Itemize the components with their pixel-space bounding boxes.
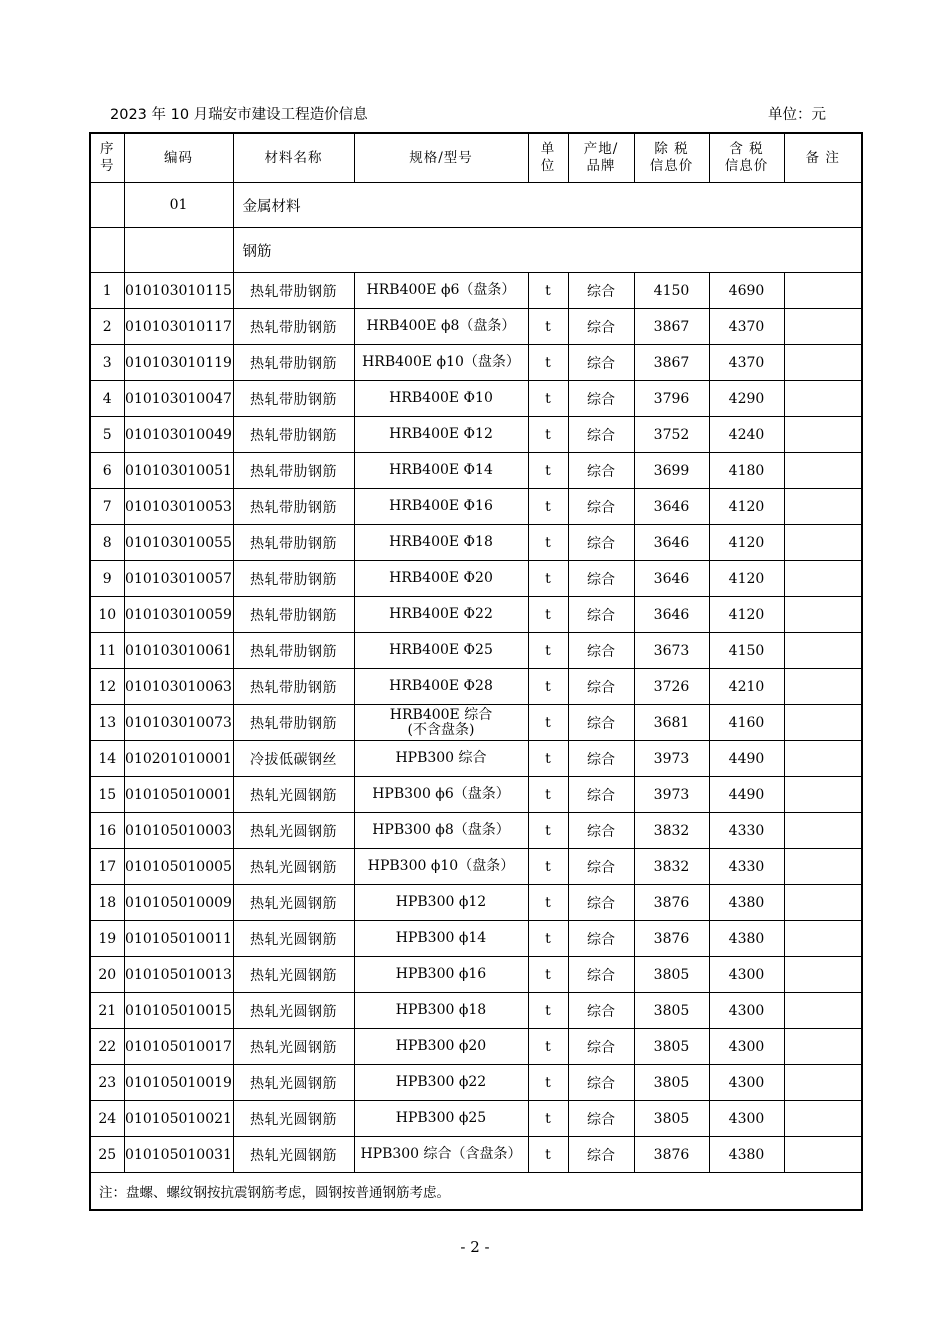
remark-cell xyxy=(784,957,862,993)
remark-cell xyxy=(784,813,862,849)
material-name: 热轧带肋钢筋 xyxy=(233,381,354,417)
table-row xyxy=(90,489,862,525)
material-code: 010105010009 xyxy=(124,885,233,921)
unit-cell: t xyxy=(528,885,568,921)
row-number: 9 xyxy=(90,561,124,597)
origin-cell: 综合 xyxy=(568,1065,634,1101)
unit-cell: t xyxy=(528,633,568,669)
row-number: 14 xyxy=(90,741,124,777)
row-number: 7 xyxy=(90,489,124,525)
row-number: 12 xyxy=(90,669,124,705)
origin-cell: 综合 xyxy=(568,777,634,813)
price-incl-tax: 4300 xyxy=(709,993,784,1029)
row-number: 3 xyxy=(90,345,124,381)
material-code: 010103010051 xyxy=(124,453,233,489)
price-incl-tax: 4240 xyxy=(709,417,784,453)
material-code: 010103010049 xyxy=(124,417,233,453)
material-name: 热轧带肋钢筋 xyxy=(233,525,354,561)
price-excl-tax: 3646 xyxy=(634,561,709,597)
origin-cell: 综合 xyxy=(568,849,634,885)
remark-cell xyxy=(784,705,862,741)
group-row xyxy=(90,183,862,228)
row-number: 5 xyxy=(90,417,124,453)
remark-cell xyxy=(784,849,862,885)
table-row xyxy=(90,561,862,597)
material-spec: HRB400E Φ10 xyxy=(354,381,528,417)
material-code: 010103010055 xyxy=(124,525,233,561)
material-name: 热轧带肋钢筋 xyxy=(233,273,354,309)
material-spec: HPB300 ϕ14 xyxy=(354,921,528,957)
column-header: 备 注 xyxy=(784,133,862,183)
material-spec: HPB300 ϕ10（盘条） xyxy=(354,849,528,885)
price-incl-tax: 4120 xyxy=(709,597,784,633)
group-name: 钢筋 xyxy=(233,228,862,273)
table-row xyxy=(90,921,862,957)
origin-cell: 综合 xyxy=(568,597,634,633)
price-excl-tax: 3973 xyxy=(634,741,709,777)
table-row xyxy=(90,813,862,849)
unit-cell: t xyxy=(528,777,568,813)
row-number: 24 xyxy=(90,1101,124,1137)
unit-cell: t xyxy=(528,921,568,957)
price-incl-tax: 4120 xyxy=(709,489,784,525)
price-excl-tax: 3805 xyxy=(634,1065,709,1101)
price-excl-tax: 3752 xyxy=(634,417,709,453)
material-spec: HPB300 ϕ8（盘条） xyxy=(354,813,528,849)
row-number: 8 xyxy=(90,525,124,561)
price-incl-tax: 4300 xyxy=(709,957,784,993)
material-name: 热轧光圆钢筋 xyxy=(233,1101,354,1137)
price-excl-tax: 3646 xyxy=(634,597,709,633)
unit-cell: t xyxy=(528,705,568,741)
unit-cell: t xyxy=(528,417,568,453)
table-row xyxy=(90,1029,862,1065)
table-row xyxy=(90,525,862,561)
material-spec: HPB300 综合 xyxy=(354,741,528,777)
remark-cell xyxy=(784,777,862,813)
row-number: 17 xyxy=(90,849,124,885)
origin-cell: 综合 xyxy=(568,669,634,705)
row-number: 6 xyxy=(90,453,124,489)
column-header: 除 税 信息价 xyxy=(634,133,709,183)
material-code: 010103010119 xyxy=(124,345,233,381)
group-code: 01 xyxy=(124,183,233,228)
unit-cell: t xyxy=(528,1137,568,1173)
material-code: 010103010061 xyxy=(124,633,233,669)
material-code: 010105010021 xyxy=(124,1101,233,1137)
price-excl-tax: 4150 xyxy=(634,273,709,309)
price-incl-tax: 4160 xyxy=(709,705,784,741)
material-code: 010103010059 xyxy=(124,597,233,633)
material-name: 热轧带肋钢筋 xyxy=(233,453,354,489)
material-code: 010105010013 xyxy=(124,957,233,993)
price-incl-tax: 4380 xyxy=(709,921,784,957)
unit-cell: t xyxy=(528,993,568,1029)
price-incl-tax: 4490 xyxy=(709,777,784,813)
unit-cell: t xyxy=(528,1101,568,1137)
price-incl-tax: 4300 xyxy=(709,1029,784,1065)
remark-cell xyxy=(784,633,862,669)
remark-cell xyxy=(784,417,862,453)
table-row xyxy=(90,885,862,921)
material-name: 冷拔低碳钢丝 xyxy=(233,741,354,777)
remark-cell xyxy=(784,345,862,381)
material-code: 010103010057 xyxy=(124,561,233,597)
material-code: 010103010115 xyxy=(124,273,233,309)
table-row xyxy=(90,741,862,777)
page-header xyxy=(110,101,826,125)
material-name: 热轧带肋钢筋 xyxy=(233,417,354,453)
unit-cell: t xyxy=(528,1029,568,1065)
unit-cell: t xyxy=(528,309,568,345)
price-incl-tax: 4370 xyxy=(709,309,784,345)
origin-cell: 综合 xyxy=(568,561,634,597)
material-spec: HPB300 ϕ20 xyxy=(354,1029,528,1065)
material-code: 010105010005 xyxy=(124,849,233,885)
unit-cell: t xyxy=(528,525,568,561)
table-row xyxy=(90,957,862,993)
row-number: 2 xyxy=(90,309,124,345)
column-header: 序 号 xyxy=(90,133,124,183)
price-incl-tax: 4330 xyxy=(709,849,784,885)
material-code: 010103010073 xyxy=(124,705,233,741)
material-code: 010105010015 xyxy=(124,993,233,1029)
remark-cell xyxy=(784,669,862,705)
material-name: 热轧光圆钢筋 xyxy=(233,849,354,885)
unit-label: 单位：元 xyxy=(768,106,826,123)
row-number: 23 xyxy=(90,1065,124,1101)
remark-cell xyxy=(784,885,862,921)
group-code xyxy=(124,228,233,273)
group-row xyxy=(90,228,862,273)
column-header: 产地/ 品牌 xyxy=(568,133,634,183)
material-name: 热轧光圆钢筋 xyxy=(233,1029,354,1065)
unit-cell: t xyxy=(528,345,568,381)
unit-cell: t xyxy=(528,489,568,525)
material-name: 热轧带肋钢筋 xyxy=(233,309,354,345)
material-spec: HRB400E Φ25 xyxy=(354,633,528,669)
row-number: 19 xyxy=(90,921,124,957)
material-spec: HPB300 ϕ12 xyxy=(354,885,528,921)
price-excl-tax: 3876 xyxy=(634,921,709,957)
material-code: 010105010003 xyxy=(124,813,233,849)
material-spec: HPB300 ϕ22 xyxy=(354,1065,528,1101)
table-row xyxy=(90,633,862,669)
price-excl-tax: 3876 xyxy=(634,885,709,921)
material-spec: HRB400E Φ22 xyxy=(354,597,528,633)
remark-cell xyxy=(784,921,862,957)
price-incl-tax: 4300 xyxy=(709,1065,784,1101)
material-code: 010105010019 xyxy=(124,1065,233,1101)
remark-cell xyxy=(784,489,862,525)
remark-cell xyxy=(784,381,862,417)
price-incl-tax: 4370 xyxy=(709,345,784,381)
material-spec: HRB400E Φ14 xyxy=(354,453,528,489)
table-row xyxy=(90,849,862,885)
origin-cell: 综合 xyxy=(568,417,634,453)
table-row xyxy=(90,597,862,633)
price-excl-tax: 3673 xyxy=(634,633,709,669)
material-code: 010201010001 xyxy=(124,741,233,777)
origin-cell: 综合 xyxy=(568,633,634,669)
price-excl-tax: 3876 xyxy=(634,1137,709,1173)
table-row xyxy=(90,1101,862,1137)
unit-cell: t xyxy=(528,849,568,885)
material-spec: HRB400E Φ20 xyxy=(354,561,528,597)
price-incl-tax: 4150 xyxy=(709,633,784,669)
remark-cell xyxy=(784,741,862,777)
price-excl-tax: 3805 xyxy=(634,957,709,993)
remark-cell xyxy=(784,1137,862,1173)
material-spec: HRB400E 综合 (不含盘条) xyxy=(354,705,528,741)
material-name: 热轧带肋钢筋 xyxy=(233,561,354,597)
price-incl-tax: 4300 xyxy=(709,1101,784,1137)
price-excl-tax: 3681 xyxy=(634,705,709,741)
material-code: 010103010117 xyxy=(124,309,233,345)
table-row xyxy=(90,777,862,813)
table-row xyxy=(90,453,862,489)
remark-cell xyxy=(784,1101,862,1137)
row-number: 11 xyxy=(90,633,124,669)
price-excl-tax: 3646 xyxy=(634,489,709,525)
column-header: 编码 xyxy=(124,133,233,183)
material-spec: HPB300 ϕ6（盘条） xyxy=(354,777,528,813)
material-name: 热轧带肋钢筋 xyxy=(233,345,354,381)
price-incl-tax: 4290 xyxy=(709,381,784,417)
unit-cell: t xyxy=(528,813,568,849)
price-excl-tax: 3726 xyxy=(634,669,709,705)
footnote: 注：盘螺、螺纹钢按抗震钢筋考虑，圆钢按普通钢筋考虑。 xyxy=(90,1173,862,1211)
material-name: 热轧光圆钢筋 xyxy=(233,1137,354,1173)
remark-cell xyxy=(784,273,862,309)
material-name: 热轧光圆钢筋 xyxy=(233,957,354,993)
material-code: 010103010047 xyxy=(124,381,233,417)
row-number: 22 xyxy=(90,1029,124,1065)
row-number: 21 xyxy=(90,993,124,1029)
price-incl-tax: 4380 xyxy=(709,885,784,921)
material-name: 热轧带肋钢筋 xyxy=(233,489,354,525)
row-number: 1 xyxy=(90,273,124,309)
material-name: 热轧带肋钢筋 xyxy=(233,669,354,705)
origin-cell: 综合 xyxy=(568,525,634,561)
price-excl-tax: 3805 xyxy=(634,1101,709,1137)
unit-cell: t xyxy=(528,957,568,993)
unit-cell: t xyxy=(528,273,568,309)
material-spec: HPB300 综合（含盘条） xyxy=(354,1137,528,1173)
origin-cell: 综合 xyxy=(568,273,634,309)
price-incl-tax: 4210 xyxy=(709,669,784,705)
table-row xyxy=(90,705,862,741)
price-excl-tax: 3805 xyxy=(634,1029,709,1065)
row-number: 15 xyxy=(90,777,124,813)
material-spec: HRB400E Φ18 xyxy=(354,525,528,561)
material-spec: HRB400E ϕ10（盘条） xyxy=(354,345,528,381)
price-incl-tax: 4330 xyxy=(709,813,784,849)
price-incl-tax: 4180 xyxy=(709,453,784,489)
table-row xyxy=(90,993,862,1029)
unit-cell: t xyxy=(528,561,568,597)
origin-cell: 综合 xyxy=(568,381,634,417)
material-code: 010105010001 xyxy=(124,777,233,813)
material-code: 010105010031 xyxy=(124,1137,233,1173)
material-name: 热轧光圆钢筋 xyxy=(233,993,354,1029)
table-row xyxy=(90,309,862,345)
price-excl-tax: 3867 xyxy=(634,309,709,345)
origin-cell: 综合 xyxy=(568,705,634,741)
remark-cell xyxy=(784,525,862,561)
table-row xyxy=(90,417,862,453)
material-name: 热轧光圆钢筋 xyxy=(233,777,354,813)
row-number: 20 xyxy=(90,957,124,993)
material-name: 热轧带肋钢筋 xyxy=(233,597,354,633)
remark-cell xyxy=(784,597,862,633)
price-incl-tax: 4490 xyxy=(709,741,784,777)
unit-cell: t xyxy=(528,453,568,489)
row-number: 25 xyxy=(90,1137,124,1173)
material-spec: HRB400E ϕ6（盘条） xyxy=(354,273,528,309)
material-code: 010103010053 xyxy=(124,489,233,525)
row-number: 10 xyxy=(90,597,124,633)
unit-cell: t xyxy=(528,381,568,417)
material-spec: HPB300 ϕ18 xyxy=(354,993,528,1029)
material-name: 热轧光圆钢筋 xyxy=(233,1065,354,1101)
price-table xyxy=(89,132,863,1211)
material-code: 010103010063 xyxy=(124,669,233,705)
origin-cell: 综合 xyxy=(568,921,634,957)
column-header: 含 税 信息价 xyxy=(709,133,784,183)
material-code: 010105010011 xyxy=(124,921,233,957)
table-row xyxy=(90,669,862,705)
group-name: 金属材料 xyxy=(233,183,862,228)
material-name: 热轧光圆钢筋 xyxy=(233,813,354,849)
origin-cell: 综合 xyxy=(568,1101,634,1137)
origin-cell: 综合 xyxy=(568,453,634,489)
unit-cell: t xyxy=(528,669,568,705)
table-row xyxy=(90,1065,862,1101)
unit-cell: t xyxy=(528,597,568,633)
row-number: 18 xyxy=(90,885,124,921)
page-number: - 2 - xyxy=(460,1238,490,1256)
origin-cell: 综合 xyxy=(568,957,634,993)
column-header: 单 位 xyxy=(528,133,568,183)
table-row xyxy=(90,381,862,417)
remark-cell xyxy=(784,1029,862,1065)
price-excl-tax: 3973 xyxy=(634,777,709,813)
origin-cell: 综合 xyxy=(568,885,634,921)
material-spec: HRB400E Φ12 xyxy=(354,417,528,453)
row-number: 4 xyxy=(90,381,124,417)
price-excl-tax: 3805 xyxy=(634,993,709,1029)
row-number: 13 xyxy=(90,705,124,741)
table-row xyxy=(90,345,862,381)
page-title: 2023 年 10 月瑞安市建设工程造价信息 xyxy=(110,106,368,123)
row-number: 16 xyxy=(90,813,124,849)
origin-cell: 综合 xyxy=(568,1137,634,1173)
price-incl-tax: 4120 xyxy=(709,561,784,597)
price-incl-tax: 4690 xyxy=(709,273,784,309)
origin-cell: 综合 xyxy=(568,489,634,525)
material-spec: HRB400E Φ28 xyxy=(354,669,528,705)
origin-cell: 综合 xyxy=(568,345,634,381)
origin-cell: 综合 xyxy=(568,741,634,777)
material-name: 热轧带肋钢筋 xyxy=(233,633,354,669)
price-excl-tax: 3646 xyxy=(634,525,709,561)
price-incl-tax: 4120 xyxy=(709,525,784,561)
remark-cell xyxy=(784,453,862,489)
material-name: 热轧光圆钢筋 xyxy=(233,885,354,921)
material-spec: HRB400E ϕ8（盘条） xyxy=(354,309,528,345)
column-header: 材料名称 xyxy=(233,133,354,183)
column-header: 规格/型号 xyxy=(354,133,528,183)
table-row xyxy=(90,273,862,309)
table-header-row xyxy=(90,133,862,183)
remark-cell xyxy=(784,993,862,1029)
origin-cell: 综合 xyxy=(568,813,634,849)
remark-cell xyxy=(784,1065,862,1101)
material-spec: HRB400E Φ16 xyxy=(354,489,528,525)
remark-cell xyxy=(784,309,862,345)
material-code: 010105010017 xyxy=(124,1029,233,1065)
origin-cell: 综合 xyxy=(568,993,634,1029)
price-excl-tax: 3832 xyxy=(634,813,709,849)
material-spec: HPB300 ϕ25 xyxy=(354,1101,528,1137)
remark-cell xyxy=(784,561,862,597)
material-name: 热轧光圆钢筋 xyxy=(233,921,354,957)
price-excl-tax: 3796 xyxy=(634,381,709,417)
origin-cell: 综合 xyxy=(568,309,634,345)
unit-cell: t xyxy=(528,741,568,777)
price-excl-tax: 3699 xyxy=(634,453,709,489)
price-incl-tax: 4380 xyxy=(709,1137,784,1173)
price-excl-tax: 3867 xyxy=(634,345,709,381)
price-excl-tax: 3832 xyxy=(634,849,709,885)
table-row xyxy=(90,1137,862,1173)
origin-cell: 综合 xyxy=(568,1029,634,1065)
material-name: 热轧带肋钢筋 xyxy=(233,705,354,741)
unit-cell: t xyxy=(528,1065,568,1101)
material-spec: HPB300 ϕ16 xyxy=(354,957,528,993)
footnote-row xyxy=(90,1173,862,1211)
